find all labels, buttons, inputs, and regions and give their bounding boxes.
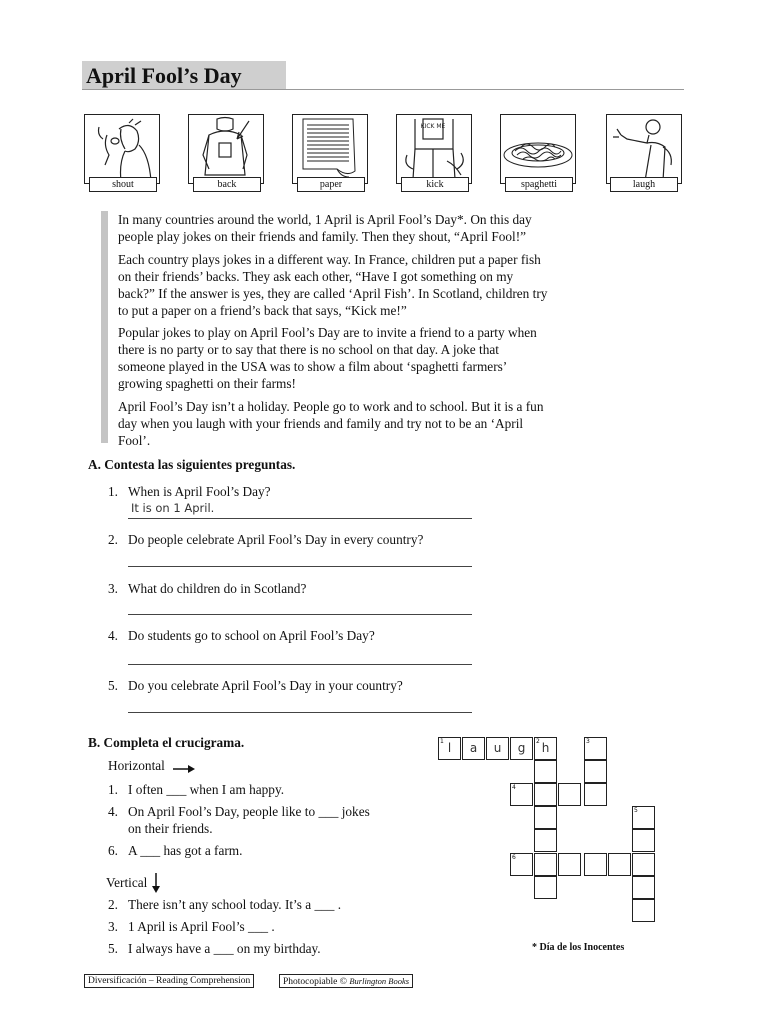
question-number: 3. — [108, 581, 118, 596]
clue-text: A ___ has got a farm. — [128, 843, 243, 858]
picture-label-kick: kick — [401, 177, 469, 192]
question-text: Do students go to school on April Fool’s Day? — [128, 628, 375, 643]
cell-number: 4 — [512, 784, 516, 791]
answer-line[interactable] — [128, 712, 472, 713]
page-title: April Fool’s Day — [86, 63, 242, 88]
cell-letter: l — [447, 741, 452, 755]
reading-line: Each country plays jokes in a different way. In France, children put a paper fish — [118, 252, 541, 267]
crossword-cell[interactable] — [608, 853, 631, 876]
crossword-cell[interactable] — [632, 829, 655, 852]
answer-line[interactable] — [128, 518, 472, 519]
reading-paragraph-3 — [118, 324, 588, 392]
question-text: What do children do in Scotland? — [128, 581, 307, 596]
crossword-cell[interactable] — [534, 806, 557, 829]
crossword-cell[interactable] — [510, 737, 533, 760]
picture-paper — [292, 114, 368, 184]
clue-number: 4. — [108, 804, 118, 819]
kick-me-sign-icon — [397, 115, 471, 183]
reading-line: Fool’. — [118, 433, 151, 448]
title-rule — [82, 89, 684, 90]
clue-number: 5. — [108, 941, 118, 956]
question-text: When is April Fool’s Day? — [128, 484, 271, 499]
crossword-cell[interactable] — [558, 853, 581, 876]
kick-me-sign-text: KICK ME — [420, 123, 446, 130]
question-number: 4. — [108, 628, 118, 643]
crossword-cell[interactable] — [632, 853, 655, 876]
question-text: Do people celebrate April Fool’s Day in every country? — [128, 532, 424, 547]
cell-number: 5 — [634, 807, 638, 814]
footer-brand: Burlington Books — [349, 976, 410, 986]
question-number: 5. — [108, 678, 118, 693]
crossword-cell[interactable] — [584, 783, 607, 806]
section-b-heading: B. Completa el crucigrama. — [88, 735, 245, 750]
crossword-cell[interactable] — [584, 853, 607, 876]
reading-line: people play jokes on their friends and family. Then they shout, “April Fool!” — [118, 229, 527, 244]
cell-letter: h — [541, 741, 550, 755]
picture-label-spaghetti: spaghetti — [505, 177, 573, 192]
picture-label-laugh: laugh — [610, 177, 678, 192]
clue-text: I always have a ___ on my birthday. — [128, 941, 321, 956]
person-laughing-icon — [607, 115, 681, 183]
answer-line[interactable] — [128, 566, 472, 567]
answer-line[interactable] — [128, 664, 472, 665]
picture-label-shout: shout — [89, 177, 157, 192]
cell-letter: u — [493, 741, 502, 755]
crossword-cell[interactable] — [534, 853, 557, 876]
cell-letter: a — [469, 741, 478, 755]
question-text: Do you celebrate April Fool’s Day in your country? — [128, 678, 403, 693]
crossword-cell[interactable] — [534, 876, 557, 899]
picture-shout — [84, 114, 160, 184]
clue-text: There isn’t any school today. It’s a ___ . — [128, 897, 342, 912]
reading-margin-bar — [101, 211, 108, 443]
crossword-cell[interactable] — [534, 783, 557, 806]
cell-letter: g — [517, 741, 526, 755]
answer-text[interactable]: It is on 1 April. — [131, 501, 215, 515]
arrow-right-icon — [172, 764, 196, 774]
footnote: * Día de los Inocentes — [532, 942, 625, 953]
crossword-cell[interactable] — [438, 737, 461, 760]
reading-line: there is no party or to say that there is no school on that day. A joke that — [118, 342, 499, 357]
person-shouting-icon — [85, 115, 159, 183]
clue-text-continued: on their friends. — [128, 821, 213, 836]
picture-back — [188, 114, 264, 184]
clue-text: 1 April is April Fool’s ___ . — [128, 919, 275, 934]
reading-line: back?” If the answer is yes, they are called ‘April Fish’. In Scotland, children try — [118, 286, 548, 301]
crossword-cell[interactable] — [584, 737, 607, 760]
clue-text: I often ___ when I am happy. — [128, 782, 285, 797]
picture-label-paper: paper — [297, 177, 365, 192]
reading-line: growing spaghetti on their farms! — [118, 376, 296, 391]
cell-number: 6 — [512, 854, 516, 861]
crossword-cell[interactable] — [632, 806, 655, 829]
clue-number: 3. — [108, 919, 118, 934]
crossword-cell[interactable] — [510, 853, 533, 876]
cell-number: 2 — [536, 738, 540, 745]
picture-spaghetti — [500, 114, 576, 184]
cell-number: 3 — [586, 738, 590, 745]
crossword-cell[interactable] — [584, 760, 607, 783]
reading-paragraph-2 — [118, 251, 588, 319]
clue-number: 6. — [108, 843, 118, 858]
reading-line: on their friends’ backs. They ask each other, “Have I got something on my — [118, 269, 514, 284]
footer-copyright — [279, 974, 413, 988]
picture-label-back: back — [193, 177, 261, 192]
paper-sheet-icon — [293, 115, 367, 183]
crossword-cell[interactable] — [534, 829, 557, 852]
reading-paragraph-1 — [118, 211, 588, 245]
person-back-arrow-icon — [189, 115, 263, 183]
reading-line: day when you laugh with your friends and family and try not to be an ‘April — [118, 416, 524, 431]
reading-line: Popular jokes to play on April Fool’s Day are to invite a friend to a party when — [118, 325, 537, 340]
vertical-label: Vertical — [106, 875, 148, 890]
crossword-cell[interactable] — [632, 899, 655, 922]
crossword-cell[interactable] — [534, 737, 557, 760]
reading-line: someone played in the USA was to show a film about ‘spaghetti farmers’ — [118, 359, 508, 374]
picture-laugh — [606, 114, 682, 184]
crossword-cell[interactable] — [510, 783, 533, 806]
clue-text: On April Fool’s Day, people like to ___ jokes — [128, 804, 370, 819]
crossword-cell[interactable] — [462, 737, 485, 760]
crossword-cell[interactable] — [558, 783, 581, 806]
clue-number: 2. — [108, 897, 118, 912]
reading-line: to put a paper on a friend’s back that says, “Kick me!” — [118, 303, 407, 318]
picture-kick — [396, 114, 472, 184]
answer-line[interactable] — [128, 614, 472, 615]
question-number: 1. — [108, 484, 118, 499]
question-number: 2. — [108, 532, 118, 547]
footer-copyright-prefix: Photocopiable © — [283, 977, 350, 987]
clue-number: 1. — [108, 782, 118, 797]
crossword-cell[interactable] — [632, 876, 655, 899]
crossword-cell[interactable] — [534, 760, 557, 783]
horizontal-label: Horizontal — [108, 758, 165, 773]
reading-paragraph-4 — [118, 398, 588, 449]
spaghetti-plate-icon — [501, 115, 575, 183]
footer-course: Diversificación – Reading Comprehension — [84, 974, 254, 988]
reading-line: April Fool’s Day isn’t a holiday. People go to work and to school. But it is a fun — [118, 399, 544, 414]
arrow-down-icon — [151, 872, 161, 894]
reading-line: In many countries around the world, 1 April is April Fool’s Day*. On this day — [118, 212, 532, 227]
cell-number: 1 — [440, 738, 444, 745]
crossword-cell[interactable] — [486, 737, 509, 760]
section-a-heading: A. Contesta las siguientes preguntas. — [88, 457, 296, 472]
